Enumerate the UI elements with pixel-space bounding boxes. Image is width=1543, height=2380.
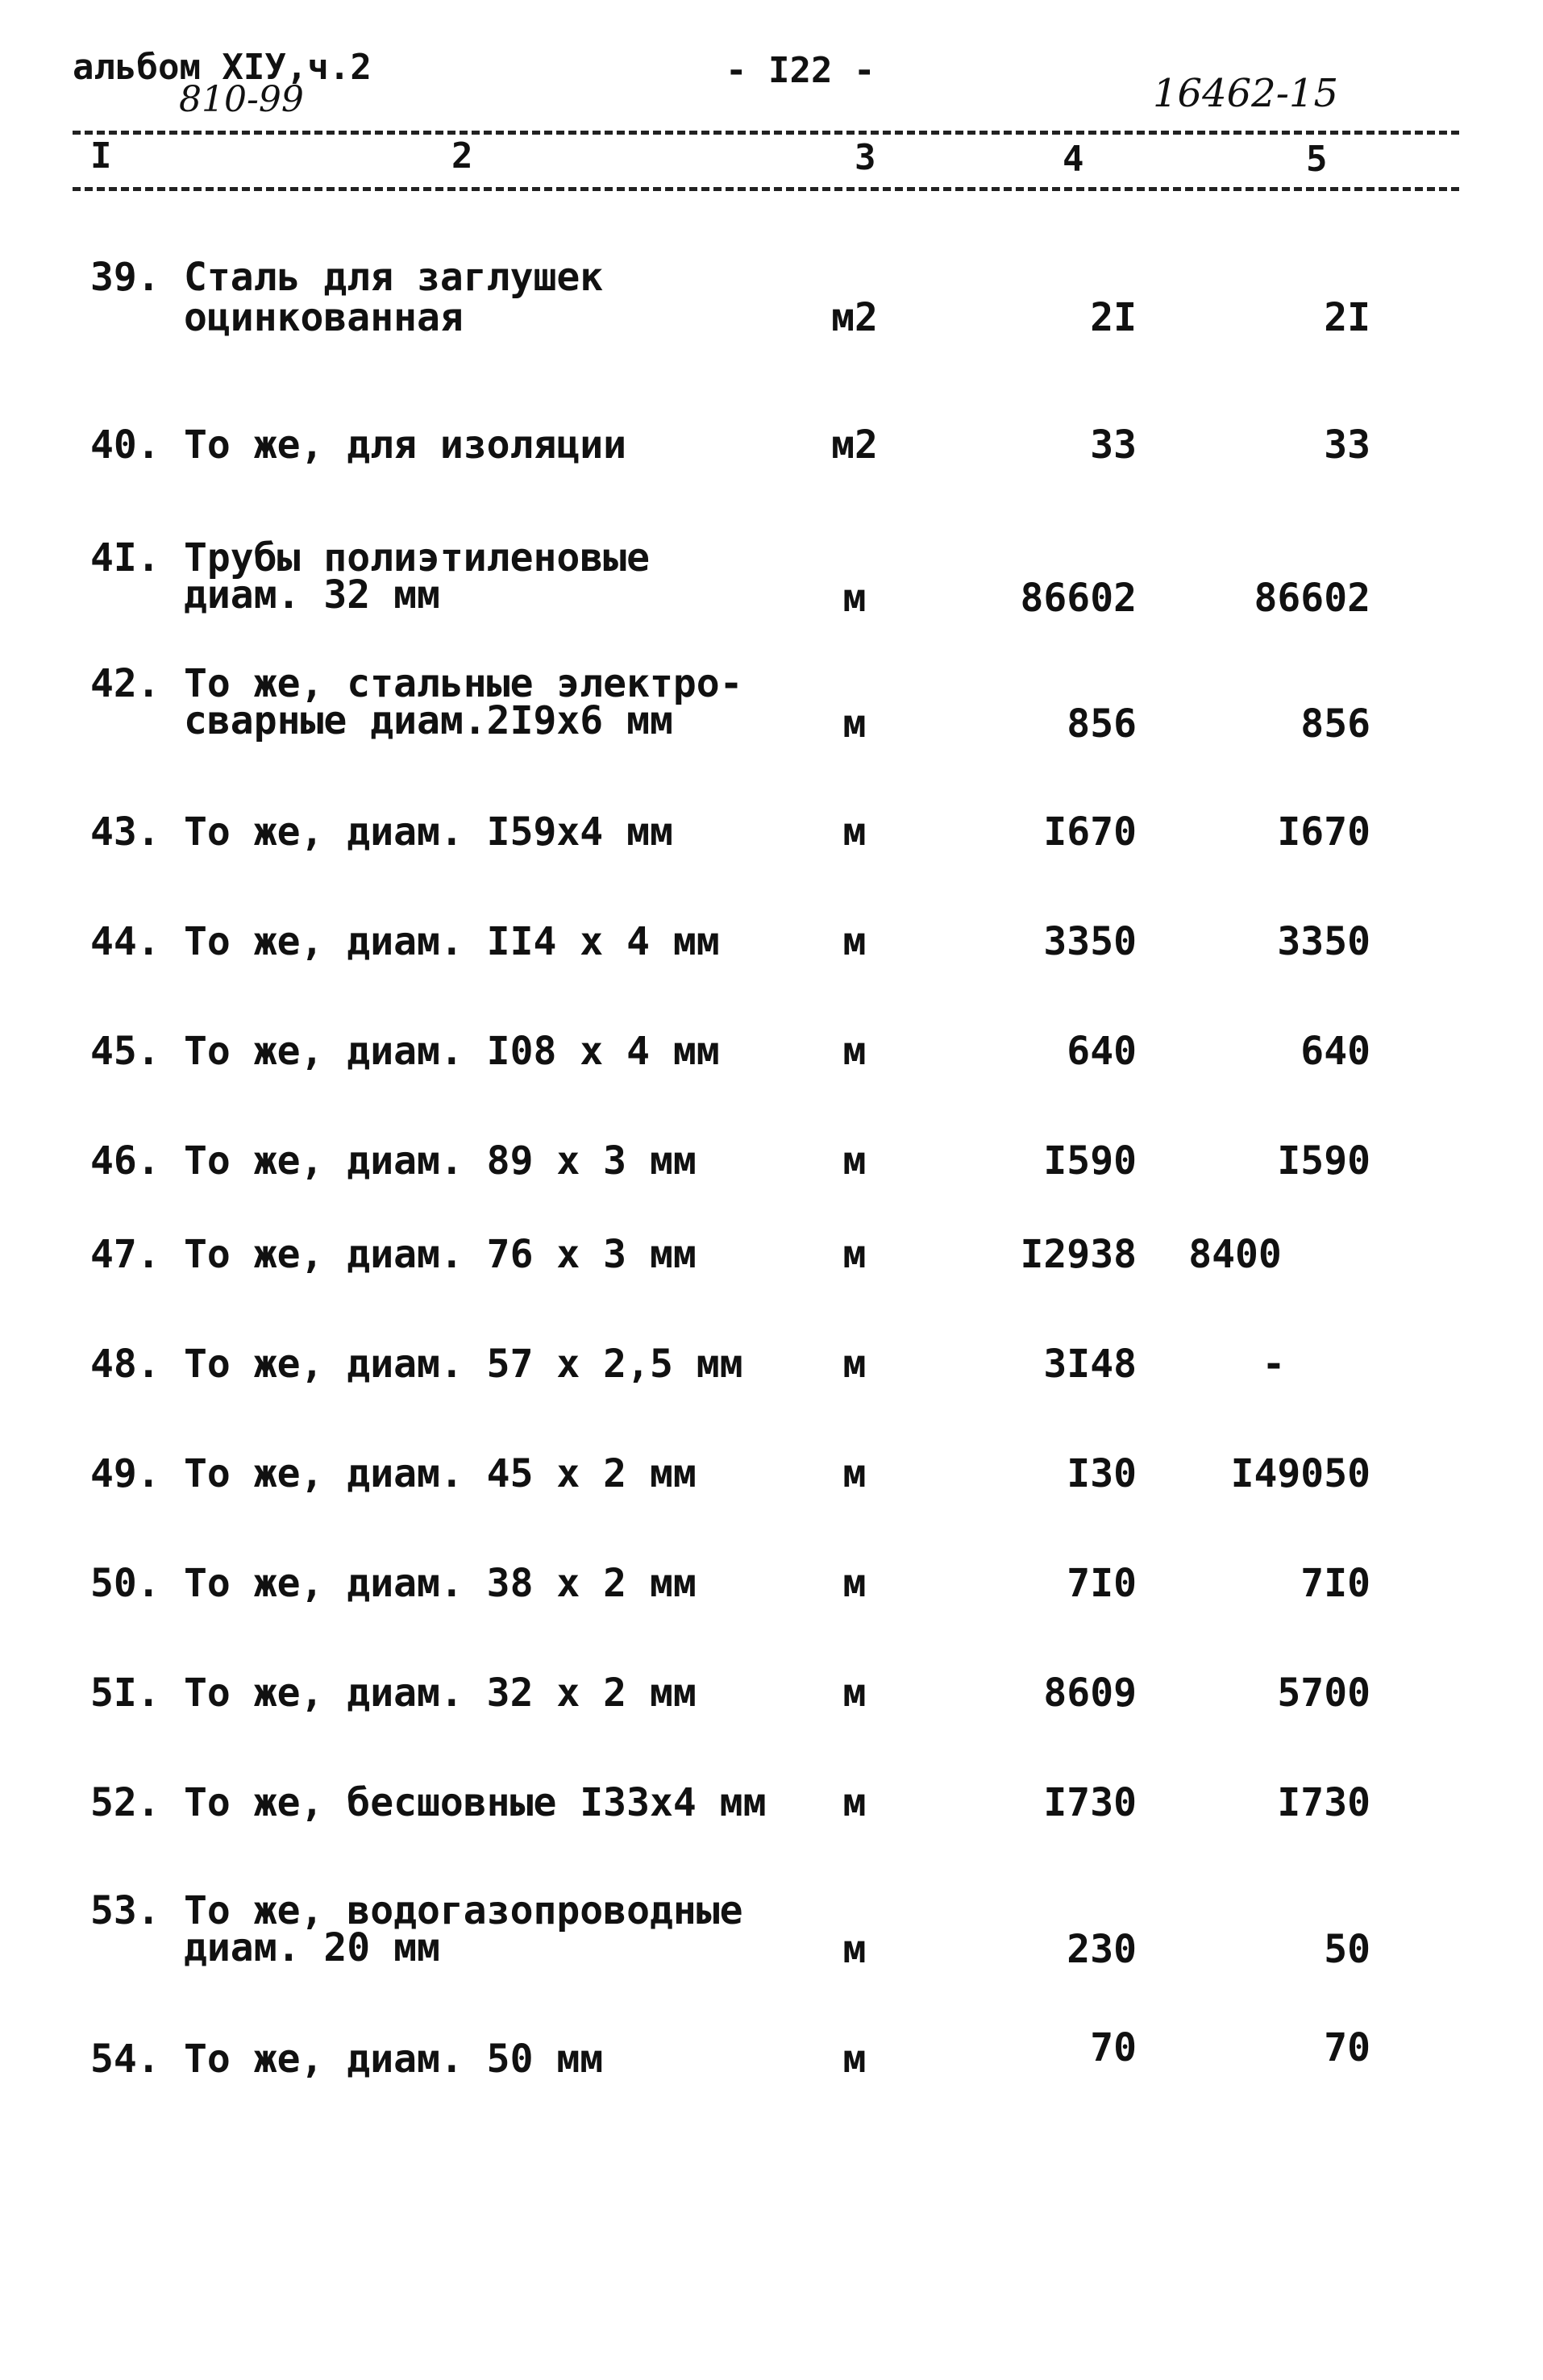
row-unit: м	[842, 1232, 867, 1277]
page-number: - I22 -	[726, 50, 875, 91]
row-unit: м	[842, 2037, 867, 2082]
row-number: 44.	[90, 919, 160, 964]
row-col4-value: 640	[1067, 1029, 1137, 1074]
row-description-line: То же, бесшовные I33х4 мм	[184, 1780, 767, 1825]
row-unit: м	[842, 1780, 867, 1825]
row-number: 48.	[90, 1342, 160, 1387]
row-unit: м2	[831, 422, 878, 468]
row-number: 49.	[90, 1451, 160, 1496]
row-description-line: То же, стальные электро-	[184, 661, 743, 706]
row-col5-value: I730	[1277, 1780, 1370, 1825]
row-col5-value: 3350	[1277, 919, 1370, 964]
album-handwritten-note: 810-99	[179, 79, 304, 120]
row-number: 53.	[90, 1888, 160, 1933]
row-col5-value: 86602	[1254, 576, 1370, 621]
row-description-line: То же, водогазопроводные	[184, 1888, 743, 1933]
row-unit: м	[842, 1927, 867, 1972]
row-description-line: То же, диам. 50 мм	[184, 2037, 604, 2082]
row-unit: м	[842, 1671, 867, 1716]
row-col5-value: -	[1262, 1342, 1286, 1387]
row-description-line: То же, диам. 76 х 3 мм	[184, 1232, 697, 1277]
row-unit: м	[842, 1029, 867, 1074]
row-description-line: сварные диам.2I9х6 мм	[184, 698, 673, 743]
column-number-1: I	[90, 135, 112, 177]
row-col5-value: 33	[1324, 422, 1370, 468]
row-description-line: То же, диам. I59х4 мм	[184, 809, 673, 855]
row-number: 40.	[90, 422, 160, 468]
row-col4-value: I30	[1067, 1451, 1137, 1496]
column-number-2: 2	[451, 135, 473, 177]
row-unit: м	[842, 809, 867, 855]
row-col4-value: 856	[1067, 701, 1137, 747]
row-col5-value: 8400	[1188, 1232, 1282, 1277]
row-description-line: То же, диам. 57 х 2,5 мм	[184, 1342, 743, 1387]
row-col4-value: 3I48	[1043, 1342, 1137, 1387]
row-unit: м2	[831, 295, 878, 340]
row-unit: м	[842, 1342, 867, 1387]
row-description-line: То же, диам. 32 х 2 мм	[184, 1671, 697, 1716]
row-description-line: То же, для изоляции	[184, 422, 627, 468]
album-label: альбом XIУ,ч.2	[73, 47, 372, 88]
column-number-3: 3	[855, 137, 876, 178]
row-col5-value: I49050	[1230, 1451, 1370, 1496]
row-description-line: диам. 32 мм	[184, 572, 440, 618]
row-col4-value: 2I	[1090, 295, 1137, 340]
row-col4-value: I730	[1043, 1780, 1137, 1825]
row-number: 54.	[90, 2037, 160, 2082]
row-col5-value: I670	[1277, 809, 1370, 855]
row-description-line: Сталь для заглушек	[184, 255, 604, 300]
column-number-5: 5	[1306, 139, 1328, 180]
row-col4-value: I2938	[1020, 1232, 1137, 1277]
row-number: 47.	[90, 1232, 160, 1277]
row-unit: м	[842, 1138, 867, 1184]
row-unit: м	[842, 919, 867, 964]
row-number: 46.	[90, 1138, 160, 1184]
row-col4-value: I670	[1043, 809, 1137, 855]
row-number: 43.	[90, 809, 160, 855]
row-col5-value: 50	[1324, 1927, 1370, 1972]
row-col4-value: 86602	[1020, 576, 1137, 621]
row-description-line: То же, диам. I08 х 4 мм	[184, 1029, 720, 1074]
row-col4-value: 7I0	[1067, 1561, 1137, 1606]
row-description-line: То же, диам. II4 х 4 мм	[184, 919, 720, 964]
row-description-line: Трубы полиэтиленовые	[184, 535, 650, 580]
row-number: 45.	[90, 1029, 160, 1074]
row-col5-value: 640	[1300, 1029, 1370, 1074]
column-number-4: 4	[1063, 139, 1084, 180]
row-number: 39.	[90, 255, 160, 300]
row-description-line: оцинкованная	[184, 295, 464, 340]
row-col5-value: 856	[1300, 701, 1370, 747]
row-description-line: То же, диам. 89 х 3 мм	[184, 1138, 697, 1184]
document-number: 16462-15	[1153, 71, 1338, 116]
row-description-line: диам. 20 мм	[184, 1925, 440, 1970]
row-unit: м	[842, 1561, 867, 1606]
row-unit: м	[842, 576, 867, 621]
row-number: 5I.	[90, 1671, 160, 1716]
header-rule-bottom	[73, 187, 1459, 191]
row-description-line: То же, диам. 38 х 2 мм	[184, 1561, 697, 1606]
row-col4-value: 8609	[1043, 1671, 1137, 1716]
row-col5-value: 5700	[1277, 1671, 1370, 1716]
row-col5-value: 7I0	[1300, 1561, 1370, 1606]
row-col4-value: 230	[1067, 1927, 1137, 1972]
row-col4-value: I590	[1043, 1138, 1137, 1184]
row-number: 42.	[90, 661, 160, 706]
row-number: 50.	[90, 1561, 160, 1606]
row-col5-value: 70	[1324, 2025, 1370, 2070]
row-col5-value: 2I	[1324, 295, 1370, 340]
header-rule-top	[73, 131, 1459, 135]
row-col4-value: 3350	[1043, 919, 1137, 964]
row-col5-value: I590	[1277, 1138, 1370, 1184]
row-description-line: То же, диам. 45 х 2 мм	[184, 1451, 697, 1496]
row-col4-value: 33	[1090, 422, 1137, 468]
row-number: 52.	[90, 1780, 160, 1825]
row-col4-value: 70	[1090, 2025, 1137, 2070]
row-unit: м	[842, 1451, 867, 1496]
row-number: 4I.	[90, 535, 160, 580]
row-unit: м	[842, 701, 867, 747]
